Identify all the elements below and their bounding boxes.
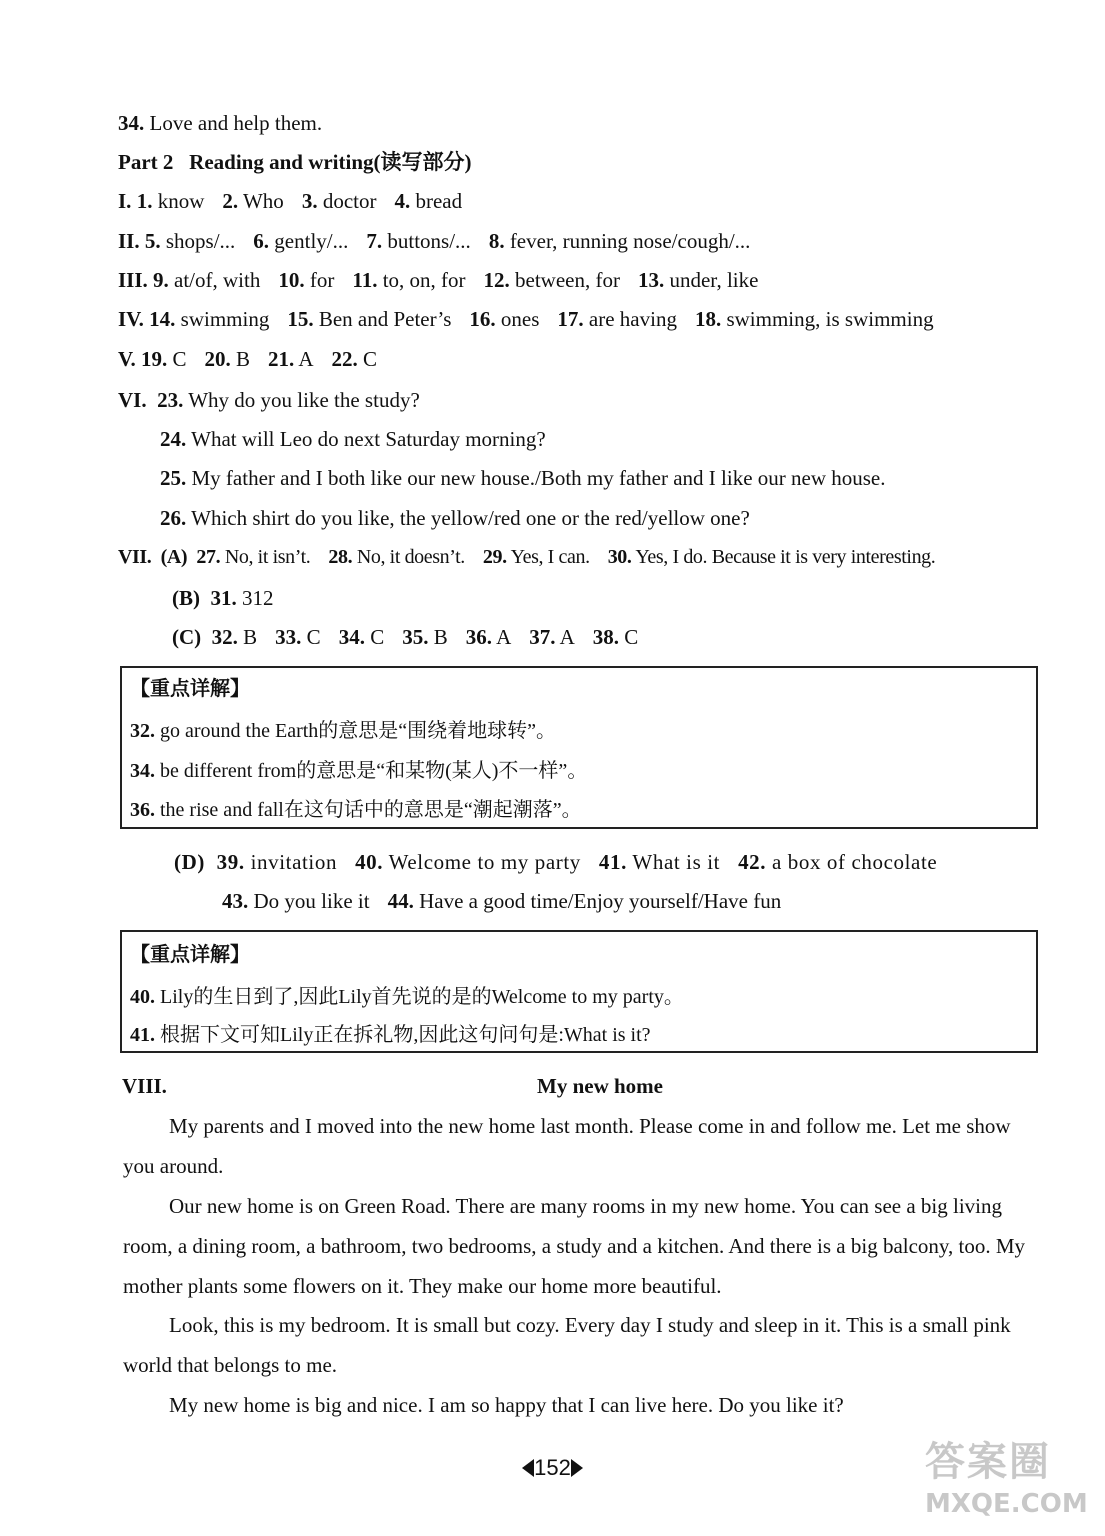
answer-text: buttons/... xyxy=(387,229,471,253)
essay-paragraph: Our new home is on Green Road. There are many rooms in my new home. You can see a big living room, a dining room, a bathroom, two bedrooms, a study and a kitchen. And there is a big balcony, too. My mother plants some flowers on it. They make our home more beautiful. xyxy=(123,1194,1026,1298)
answer-number: 37. xyxy=(529,625,556,649)
answer-item xyxy=(352,267,465,293)
answer-item xyxy=(217,849,337,875)
answer-number: 44. xyxy=(387,889,414,913)
answer-text: B xyxy=(235,347,250,371)
answer-text: Why do you like the study? xyxy=(188,388,420,412)
answer-number: 34. xyxy=(338,625,365,649)
box-line xyxy=(130,718,556,744)
answer-number: 40. xyxy=(355,850,384,874)
answer-text: invitation xyxy=(250,850,338,874)
watermark-text: 答案圈 xyxy=(925,1439,1051,1485)
answer-text: B xyxy=(243,625,258,649)
answer-item xyxy=(275,624,321,650)
answer-text: Yes, I do. Because it is very interesting. xyxy=(635,546,936,568)
answer-number: 38. xyxy=(592,625,619,649)
answer-item xyxy=(599,849,720,875)
section-label: V. xyxy=(118,347,136,371)
answer-text: A xyxy=(298,347,314,371)
answer-text: Which shirt do you like, the yellow/red one or the red/yellow one? xyxy=(191,506,750,530)
section-1 xyxy=(118,188,462,214)
answer-text: Have a good time/Enjoy yourself/Have fun xyxy=(419,889,782,913)
answer-number: 34. xyxy=(130,760,155,782)
essay-title: My new home xyxy=(537,1074,663,1098)
answer-number: 4. xyxy=(394,189,411,213)
section-7-d-line-1 xyxy=(174,849,937,875)
answer-item xyxy=(222,188,283,214)
part-title-cn: (读写部分) xyxy=(373,150,472,174)
answer-text: My father and I both like our new house./Both my father and I like our new house. xyxy=(191,466,886,490)
answer-number: 40. xyxy=(130,986,155,1008)
section-6-line-3 xyxy=(160,465,886,491)
answer-item xyxy=(388,888,782,914)
answer-item xyxy=(469,306,539,332)
answer-item xyxy=(287,306,451,332)
answer-number: 18. xyxy=(694,307,722,331)
answer-item xyxy=(253,228,348,254)
answer-number: 19. xyxy=(140,347,168,371)
answer-text: Welcome to my party xyxy=(388,850,581,874)
section-label: II. xyxy=(118,229,140,253)
answer-number: 22. xyxy=(331,347,358,371)
subsection-items xyxy=(217,850,938,874)
answer-text: ones xyxy=(500,307,540,331)
page-number-text: 152 xyxy=(534,1455,571,1480)
answer-item xyxy=(593,624,639,650)
answer-number: 25. xyxy=(160,466,187,490)
answer-number: 9. xyxy=(153,268,169,292)
section-7-a xyxy=(118,544,935,570)
answer-text: Love and help them. xyxy=(149,111,323,135)
answer-text: bread xyxy=(415,189,463,213)
answer-number: 13. xyxy=(637,268,665,292)
answer-text: know xyxy=(157,189,205,213)
answer-text: Do you like it xyxy=(253,889,370,913)
answer-text: fever, running nose/cough/... xyxy=(509,229,751,253)
section-7-c xyxy=(172,624,638,650)
key-points-box-2 xyxy=(120,930,1038,1053)
section-label: III. xyxy=(118,268,148,292)
part-title: Reading and writing xyxy=(189,150,374,174)
answer-number: 5. xyxy=(144,229,161,253)
answer-number: 11. xyxy=(352,268,378,292)
section-label: VI. xyxy=(118,388,147,412)
answer-item xyxy=(204,346,250,372)
answer-text: shops/... xyxy=(165,229,236,253)
left-arrow-icon xyxy=(522,1459,534,1477)
answer-text: at/of, with xyxy=(174,268,261,292)
essay-paragraph: My new home is big and nice. I am so happy that I can live here. Do you like it? xyxy=(169,1393,844,1417)
answer-number: 1. xyxy=(136,189,153,213)
answer-item xyxy=(211,585,274,611)
answer-text: Who xyxy=(242,189,284,213)
answer-number: 17. xyxy=(557,307,584,331)
answer-number: 34. xyxy=(118,111,145,135)
answer-item xyxy=(153,267,260,293)
answer-item xyxy=(355,849,581,875)
answer-text: No, it isn’t. xyxy=(224,546,311,568)
answer-item xyxy=(695,306,934,332)
answer-item xyxy=(466,624,512,650)
right-arrow-icon xyxy=(571,1459,583,1477)
section-5 xyxy=(118,346,377,372)
answer-item xyxy=(196,544,310,570)
section-6-line-1 xyxy=(118,387,420,413)
box-line-text: 根据下文可知Lily正在拆礼物,因此这句问句是:What is it? xyxy=(160,1024,651,1046)
answer-text: to, on, for xyxy=(382,268,466,292)
answer-number: 28. xyxy=(328,546,353,568)
answer-item xyxy=(141,346,187,372)
answer-number: 3. xyxy=(301,189,318,213)
answer-item xyxy=(278,267,334,293)
answer-number: 29. xyxy=(482,546,507,568)
answer-item xyxy=(137,188,205,214)
answer-item xyxy=(483,544,590,570)
watermark-url: MXQE.COM xyxy=(925,1489,1088,1519)
answer-text: a box of chocolate xyxy=(772,850,938,874)
answer-number: 14. xyxy=(149,307,176,331)
answer-number: 6. xyxy=(253,229,270,253)
answer-item xyxy=(557,306,677,332)
key-points-box-1 xyxy=(120,666,1038,829)
answer-text: C xyxy=(370,625,385,649)
answer-item xyxy=(484,267,620,293)
answer-number: 39. xyxy=(216,850,245,874)
answer-number: 32. xyxy=(130,720,155,742)
subsection-tag: (A) xyxy=(160,546,188,568)
answer-number: 2. xyxy=(222,189,239,213)
answer-text: swimming, is swimming xyxy=(726,307,934,331)
answer-item xyxy=(489,228,751,254)
answer-text: gently/... xyxy=(274,229,349,253)
section-2 xyxy=(118,228,750,254)
answer-item xyxy=(738,849,937,875)
section-7-b xyxy=(172,585,274,611)
answer-item xyxy=(402,624,448,650)
answer-text: are having xyxy=(588,307,677,331)
answer-item xyxy=(145,228,235,254)
answer-number: 27. xyxy=(196,546,221,568)
answer-number: 21. xyxy=(268,347,295,371)
answer-number: 31. xyxy=(210,586,237,610)
box-line-text: the rise and fall在这句话中的意思是“潮起潮落”。 xyxy=(160,799,582,821)
answer-item xyxy=(366,228,470,254)
answer-number: 41. xyxy=(130,1024,155,1046)
answer-number: 10. xyxy=(278,268,305,292)
answer-text: C xyxy=(172,347,187,371)
answer-text: C xyxy=(306,625,321,649)
answer-text: doctor xyxy=(322,189,377,213)
answer-text: B xyxy=(433,625,448,649)
answer-text: C xyxy=(363,347,378,371)
answer-number: 43. xyxy=(222,889,249,913)
answer-text: Ben and Peter’s xyxy=(318,307,452,331)
subsection-tag: (B) xyxy=(172,586,200,610)
answer-text: What is it xyxy=(632,850,721,874)
section-4 xyxy=(118,306,934,332)
answer-number: 32. xyxy=(211,625,238,649)
box-line xyxy=(130,984,684,1010)
box-title: 【重点详解】 xyxy=(130,678,250,700)
answer-number: 42. xyxy=(738,850,767,874)
box-line xyxy=(130,758,587,784)
answer-number: 36. xyxy=(465,625,492,649)
answer-item xyxy=(268,346,314,372)
section-label: VII. xyxy=(118,546,152,568)
answer-text: for xyxy=(309,268,335,292)
answer-item xyxy=(638,267,758,293)
answer-number: 33. xyxy=(275,625,302,649)
answer-item xyxy=(332,346,378,372)
subsection-tag: (C) xyxy=(172,625,202,649)
answer-item xyxy=(328,544,465,570)
subsection-items xyxy=(222,889,781,913)
answer-number: 26. xyxy=(160,506,187,530)
answer-item xyxy=(394,188,462,214)
answer-number: 16. xyxy=(469,307,496,331)
answer-text: Yes, I can. xyxy=(510,546,590,568)
essay-paragraph: Look, this is my bedroom. It is small but cozy. Every day I study and sleep in it. This is a small pink world that belongs to me. xyxy=(123,1313,1011,1377)
answer-number: 20. xyxy=(204,347,231,371)
subsection-items xyxy=(212,625,639,649)
answer-item xyxy=(222,888,370,914)
section-6-line-2 xyxy=(160,426,546,452)
answer-number: 12. xyxy=(483,268,510,292)
answer-number: 23. xyxy=(157,388,184,412)
section-7-d-line-2 xyxy=(222,888,781,914)
answer-text: C xyxy=(624,625,639,649)
answer-number: 15. xyxy=(287,307,314,331)
box-line xyxy=(130,797,582,823)
answer-number: 30. xyxy=(607,546,632,568)
box-title: 【重点详解】 xyxy=(130,944,250,966)
answer-number: 41. xyxy=(598,850,627,874)
subsection-items xyxy=(211,586,274,610)
answer-text: A xyxy=(496,625,512,649)
answer-text: between, for xyxy=(515,268,620,292)
answer-number: 8. xyxy=(488,229,505,253)
answer-number: 35. xyxy=(402,625,429,649)
section-3 xyxy=(118,267,758,293)
essay-paragraph: My parents and I moved into the new home last month. Please come in and follow me. Let me show you around. xyxy=(123,1114,1011,1178)
answer-text: What will Leo do next Saturday morning? xyxy=(191,427,546,451)
answer-text: swimming xyxy=(180,307,270,331)
box-line-text: be different from的意思是“和某物(某人)不一样”。 xyxy=(160,760,588,782)
section-label: I. xyxy=(118,189,132,213)
answer-text: A xyxy=(559,625,575,649)
answer-number: 24. xyxy=(160,427,187,451)
answer-item xyxy=(212,624,258,650)
subsection-tag: (D) xyxy=(174,850,205,874)
answer-item xyxy=(149,306,269,332)
box-line-text: Lily的生日到了,因此Lily首先说的是的Welcome to my party。 xyxy=(160,986,684,1008)
part2-heading xyxy=(118,149,472,175)
answer-34-line xyxy=(118,110,322,136)
answer-number: 7. xyxy=(366,229,383,253)
part-label: Part 2 xyxy=(118,150,174,174)
section-6-line-4 xyxy=(160,505,750,531)
answer-text: No, it doesn’t. xyxy=(356,546,465,568)
section-label: VIII. xyxy=(122,1074,167,1098)
box-line xyxy=(130,1022,651,1048)
box-line-text: go around the Earth的意思是“围绕着地球转”。 xyxy=(160,720,557,742)
answer-item xyxy=(302,188,377,214)
answer-item xyxy=(608,544,936,570)
subsection-items xyxy=(196,546,935,568)
answer-number: 36. xyxy=(130,799,155,821)
answer-item xyxy=(529,624,575,650)
watermark-logo xyxy=(925,1430,1090,1520)
answer-text: 312 xyxy=(242,586,274,610)
answer-item xyxy=(339,624,385,650)
answer-text: under, like xyxy=(669,268,759,292)
section-label: IV. xyxy=(118,307,144,331)
